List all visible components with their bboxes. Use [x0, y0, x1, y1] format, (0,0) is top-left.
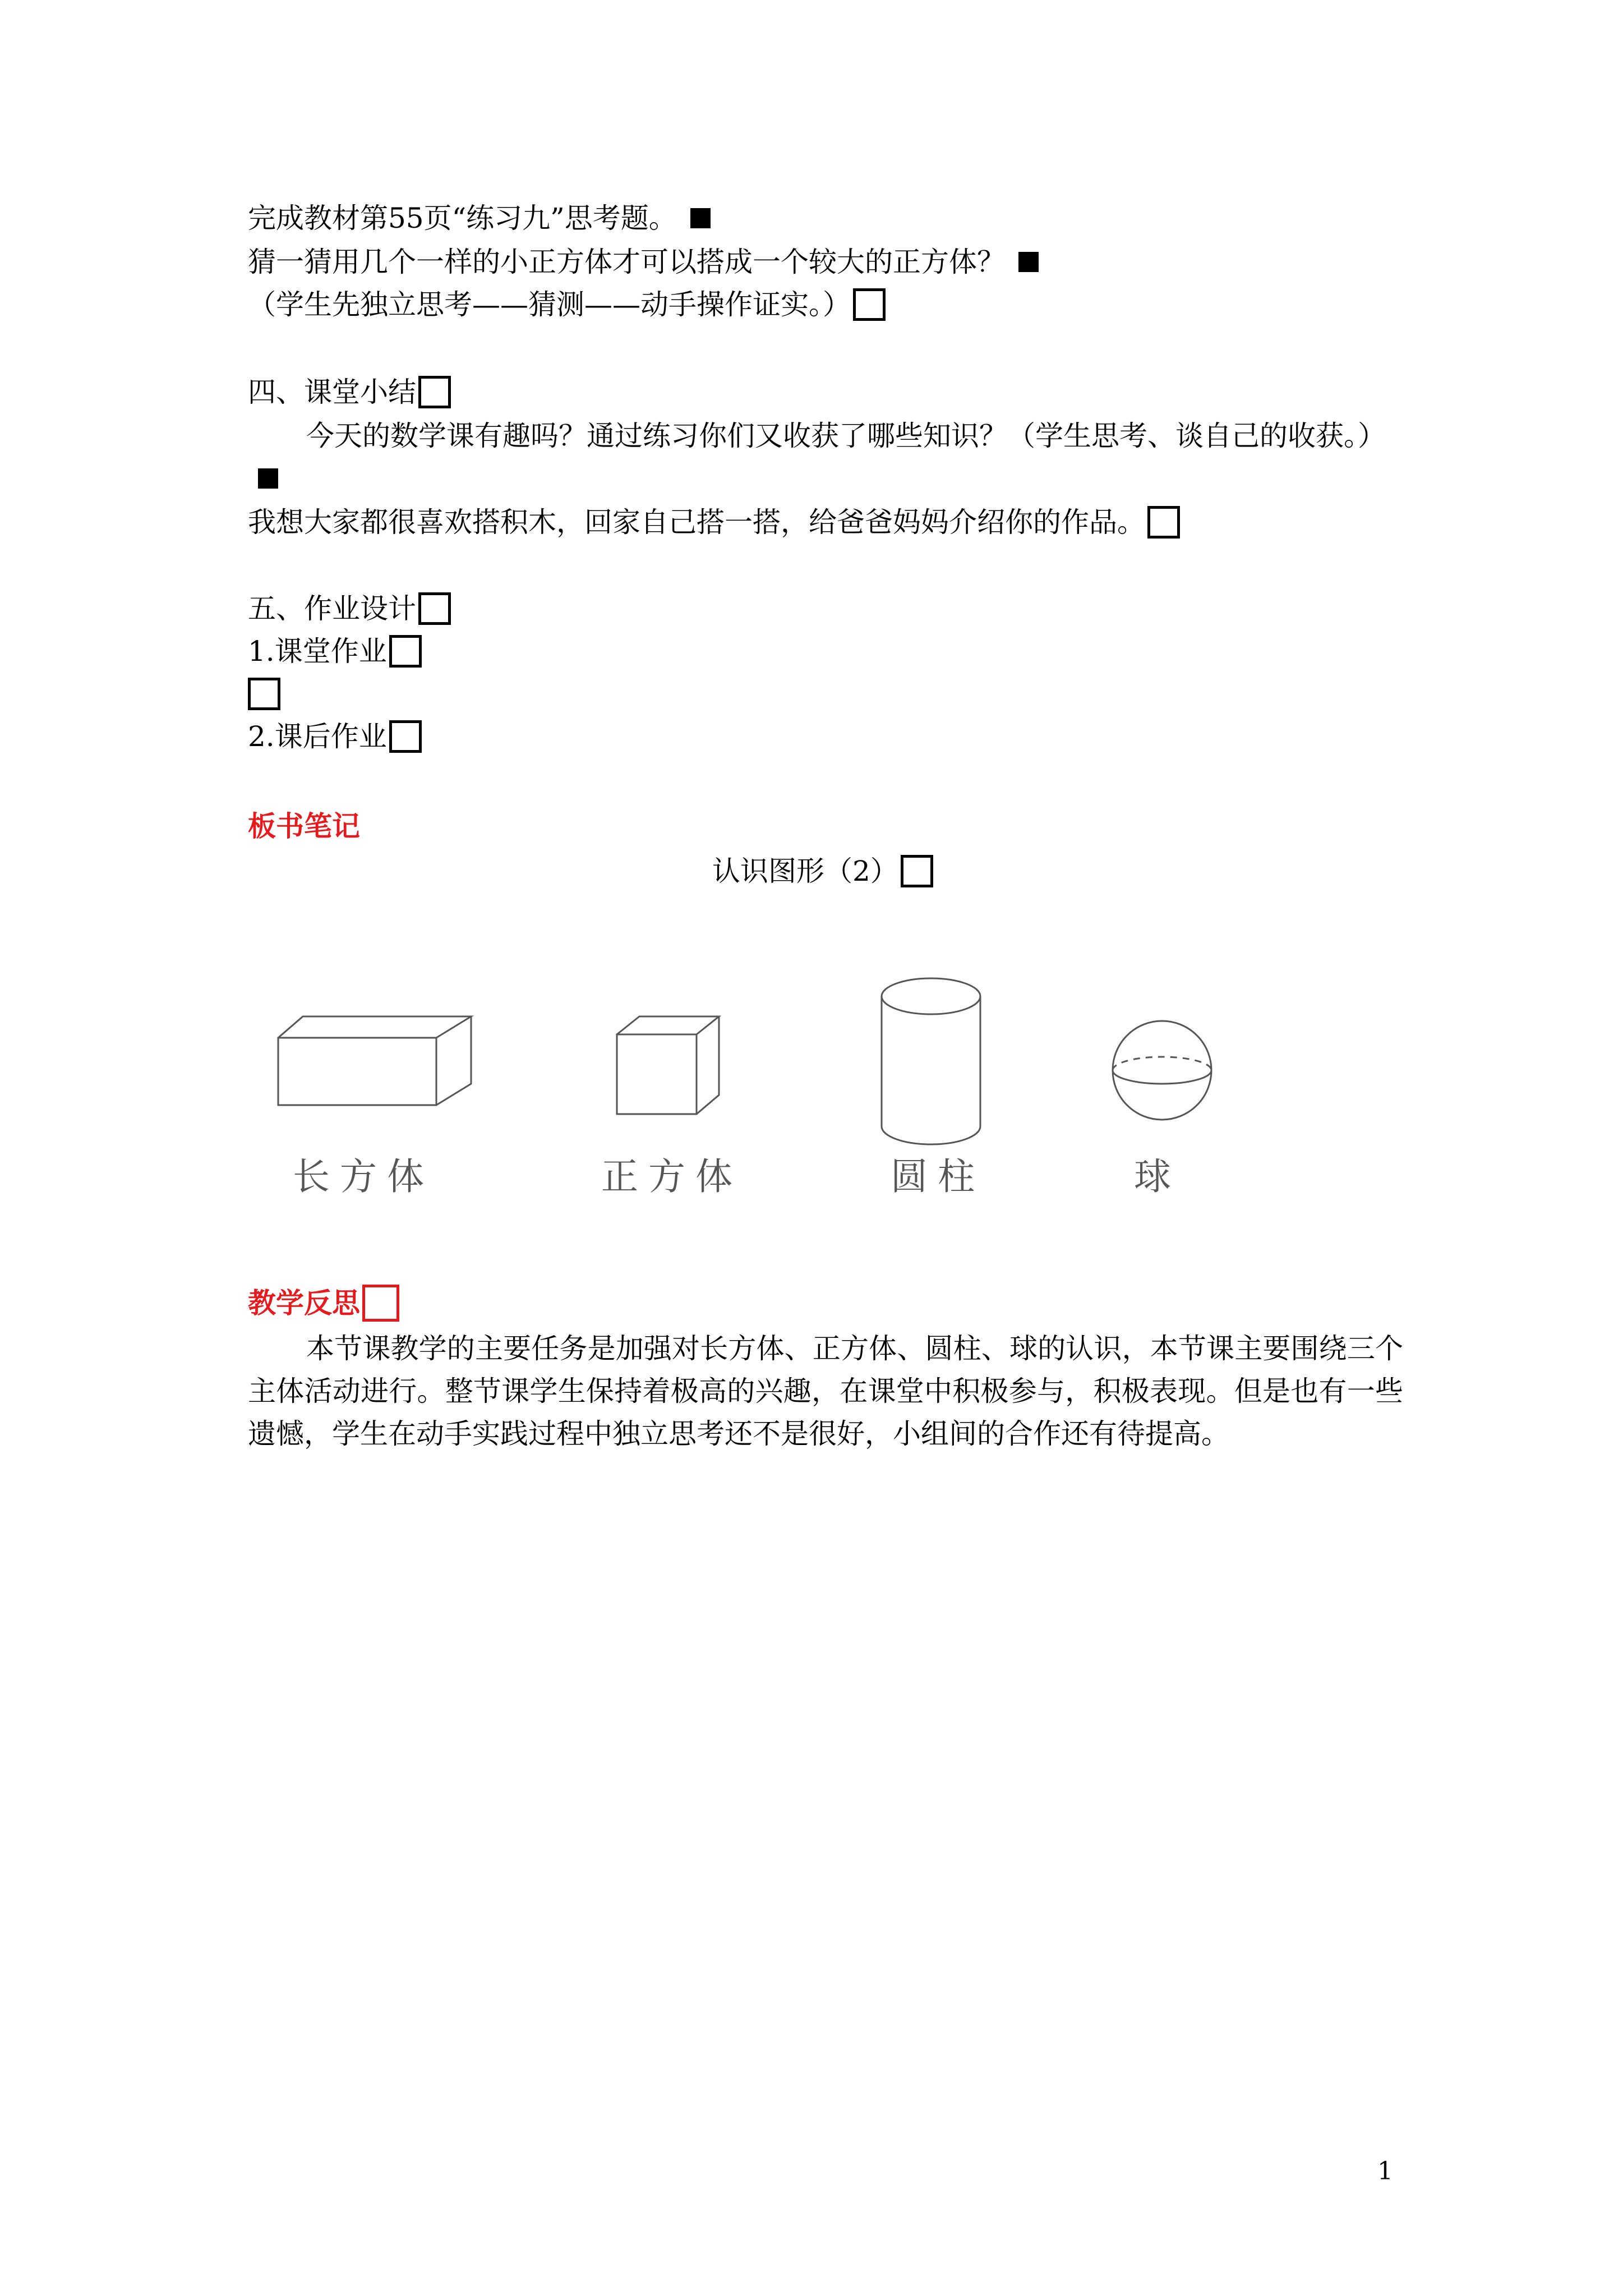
guess-text: 猜一猜用几个一样的小正方体才可以搭成一个较大的正方体？ — [248, 246, 1005, 278]
empty-box-icon — [1147, 506, 1180, 539]
cube-label: 正方体 — [601, 1155, 743, 1198]
summary-text: 今天的数学课有趣吗？通过练习你们又收获了哪些知识？（学生思考、谈自己的收获。） — [306, 420, 1386, 452]
filled-square-icon — [1018, 252, 1039, 272]
afterclass-line — [248, 718, 422, 755]
empty-box-icon — [418, 376, 451, 408]
guess-line — [248, 243, 1039, 280]
empty-box-icon — [362, 1285, 399, 1322]
summary-text-line — [306, 417, 1386, 454]
empty-box-icon — [389, 720, 422, 753]
cuboid-label: 长方体 — [293, 1155, 434, 1198]
homework-heading-text: 五、作业设计 — [248, 592, 416, 625]
homework-hint-line — [248, 504, 1180, 541]
empty-box-icon — [901, 855, 933, 887]
cylinder-label: 圆柱 — [891, 1155, 985, 1198]
exercise-line — [248, 200, 711, 237]
reflection-heading — [248, 1285, 399, 1324]
shapes-figure — [247, 954, 1256, 1223]
classwork-line — [248, 633, 422, 670]
summary-heading — [248, 374, 451, 411]
cube-shape — [617, 1016, 719, 1114]
cylinder-shape — [882, 978, 980, 1144]
summary-heading-text: 四、课堂小结 — [248, 376, 416, 408]
empty-box-icon — [389, 635, 422, 668]
process-line — [248, 286, 886, 323]
filled-square-icon — [258, 468, 278, 489]
board-heading: 板书笔记 — [248, 809, 360, 843]
cuboid-shape — [278, 1016, 471, 1105]
reflection-heading-text: 教学反思 — [248, 1286, 360, 1319]
classwork-text: 1.课堂作业 — [248, 635, 387, 668]
sphere-label: 球 — [1134, 1155, 1181, 1198]
page-number: 1 — [1377, 2157, 1393, 2185]
filled-square-icon — [690, 208, 711, 228]
blank-box-line — [248, 675, 280, 712]
board-title-line — [712, 853, 933, 890]
exercise-text: 完成教材第55页“练习九”思考题。 — [248, 202, 677, 234]
sphere-shape — [1113, 1021, 1211, 1120]
homework-heading — [248, 590, 451, 627]
empty-box-icon — [248, 678, 280, 710]
reflection-paragraph: 本节课教学的主要任务是加强对长方体、正方体、圆柱、球的认识，本节课主要围绕三个主体活动进行。整节课学生保持着极高的兴趣，在课堂中积极参与，积极表现。但是也有一些遗憾，学生在动手实践过程中独立思考还不是很好，小组间的合作还有待提高。 — [248, 1332, 1403, 1450]
homework-hint-text: 我想大家都很喜欢搭积木，回家自己搭一搭，给爸爸妈妈介绍你的作品。 — [248, 506, 1145, 539]
empty-box-icon — [853, 288, 886, 321]
process-text: （学生先独立思考——猜测——动手操作证实。） — [248, 288, 851, 321]
summary-marker-line — [258, 460, 278, 497]
afterclass-text: 2.课后作业 — [248, 720, 387, 753]
empty-box-icon — [418, 592, 451, 625]
board-title: 认识图形（2） — [712, 855, 898, 887]
